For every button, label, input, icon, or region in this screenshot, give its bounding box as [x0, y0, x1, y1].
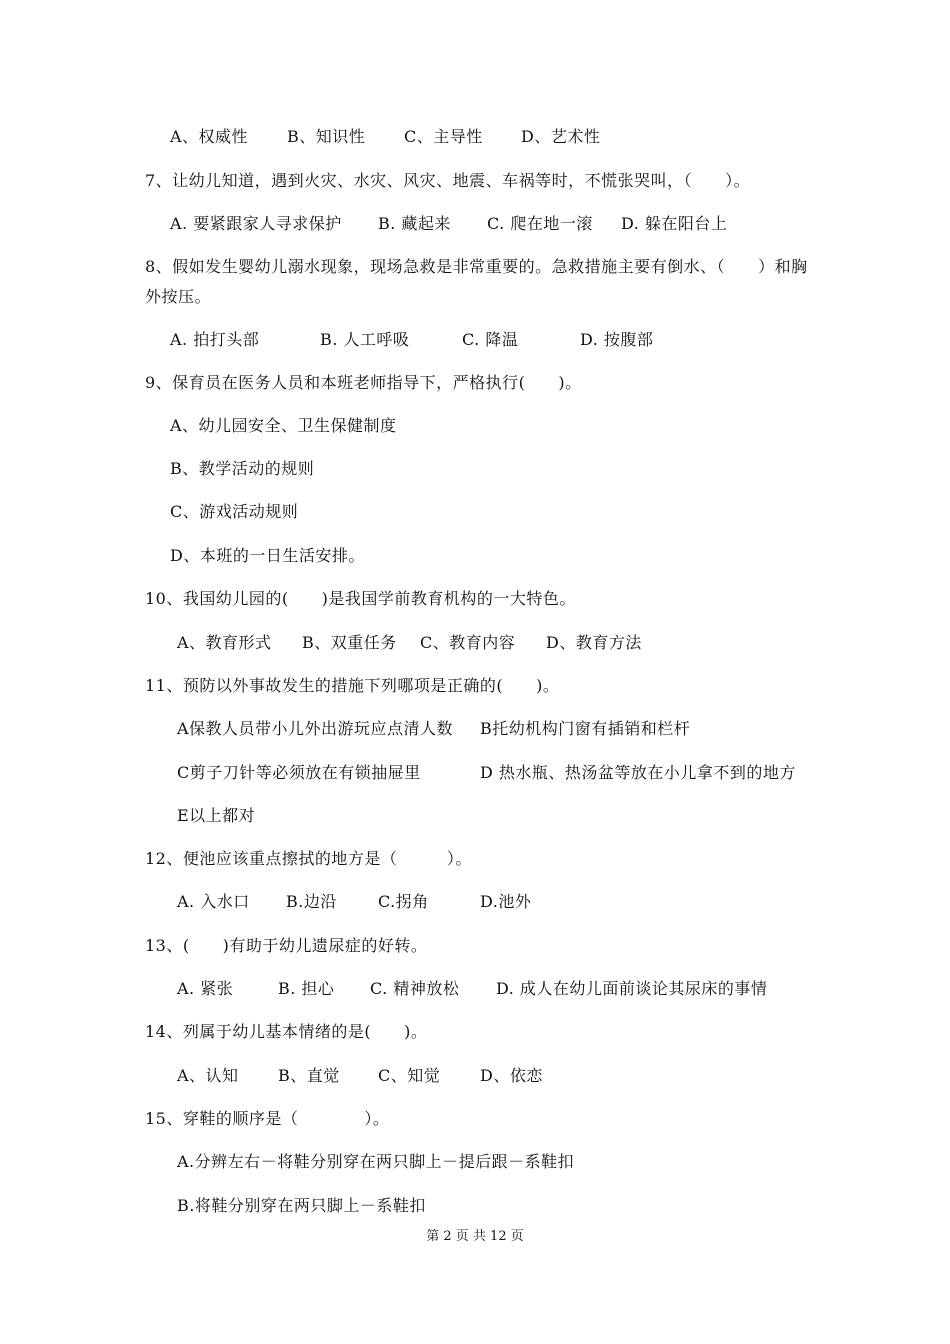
q10-stem: 10、我国幼儿园的( )是我国学前教育机构的一大特色。 [145, 589, 576, 608]
q13-option-c: C. 精神放松 [370, 979, 460, 998]
q8-stem-line2: 外按压。 [145, 287, 212, 306]
q15-option-b: B.将鞋分别穿在两只脚上－系鞋扣 [177, 1196, 426, 1215]
q9-option-d: D、本班的一日生活安排。 [170, 546, 365, 565]
q14-option-b: B、直觉 [278, 1066, 340, 1085]
q10-option-d: D、教育方法 [546, 633, 642, 652]
q12-option-a: A. 入水口 [177, 892, 250, 911]
q11-stem: 11、预防以外事故发生的措施下列哪项是正确的( )。 [145, 676, 560, 695]
q14-option-c: C、知觉 [378, 1066, 441, 1085]
page-number-footer: 第 2 页 共 12 页 [426, 1229, 524, 1244]
q8-option-c: C. 降温 [462, 330, 519, 349]
q12-option-b: B.边沿 [286, 892, 337, 911]
q6-option-a: A、权威性 [170, 127, 249, 146]
q13-option-d: D. 成人在幼儿面前谈论其尿床的事情 [496, 979, 768, 998]
q10-option-b: B、双重任务 [302, 633, 397, 652]
q6-option-c: C、主导性 [404, 127, 483, 146]
q9-option-c: C、游戏活动规则 [170, 502, 299, 521]
q11-option-d: D 热水瓶、热汤盆等放在小儿拿不到的地方 [480, 763, 796, 782]
q10-option-c: C、教育内容 [420, 633, 516, 652]
q9-option-a: A、幼儿园安全、卫生保健制度 [170, 416, 397, 435]
q13-option-b: B. 担心 [278, 979, 335, 998]
q12-stem: 12、便池应该重点擦拭的地方是（ ）。 [145, 849, 472, 868]
q7-option-c: C. 爬在地一滚 [487, 214, 593, 233]
q7-stem: 7、让幼儿知道，遇到火灾、水灾、风灾、地震、车祸等时，不慌张哭叫，（ ）。 [145, 171, 751, 190]
q11-option-c: C剪子刀针等必须放在有锁抽屉里 [177, 763, 421, 782]
q8-option-d: D. 按腹部 [580, 330, 654, 349]
q8-stem-line1: 8、假如发生婴幼儿溺水现象，现场急救是非常重要的。急救措施主要有倒水、（ ）和胸 [145, 257, 808, 276]
q11-option-e: E以上都对 [177, 806, 256, 825]
q10-option-a: A、教育形式 [177, 633, 272, 652]
q6-option-d: D、艺术性 [521, 127, 601, 146]
q11-option-b: B托幼机构门窗有插销和栏杆 [480, 719, 691, 738]
q7-option-a: A. 要紧跟家人寻求保护 [170, 214, 342, 233]
q14-option-a: A、认知 [177, 1066, 239, 1085]
q13-stem: 13、( )有助于幼儿遗尿症的好转。 [145, 936, 428, 955]
q7-option-d: D. 躲在阳台上 [621, 214, 728, 233]
q7-option-b: B. 藏起来 [378, 214, 451, 233]
q8-option-b: B. 人工呼吸 [320, 330, 410, 349]
q9-stem: 9、保育员在医务人员和本班老师指导下，严格执行( )。 [145, 373, 582, 392]
q6-option-b: B、知识性 [287, 127, 366, 146]
q13-option-a: A. 紧张 [177, 979, 234, 998]
q9-option-b: B、教学活动的规则 [170, 459, 315, 478]
q12-option-d: D.池外 [480, 892, 532, 911]
q12-option-c: C.拐角 [378, 892, 429, 911]
q15-option-a: A.分辨左右－将鞋分别穿在两只脚上－提后跟－系鞋扣 [177, 1152, 575, 1171]
q14-stem: 14、列属于幼儿基本情绪的是( )。 [145, 1022, 428, 1041]
q15-stem: 15、穿鞋的顺序是（ ）。 [145, 1109, 390, 1128]
q14-option-d: D、依恋 [480, 1066, 543, 1085]
q8-option-a: A. 拍打头部 [170, 330, 260, 349]
q11-option-a: A保教人员带小儿外出游玩应点清人数 [177, 719, 454, 738]
